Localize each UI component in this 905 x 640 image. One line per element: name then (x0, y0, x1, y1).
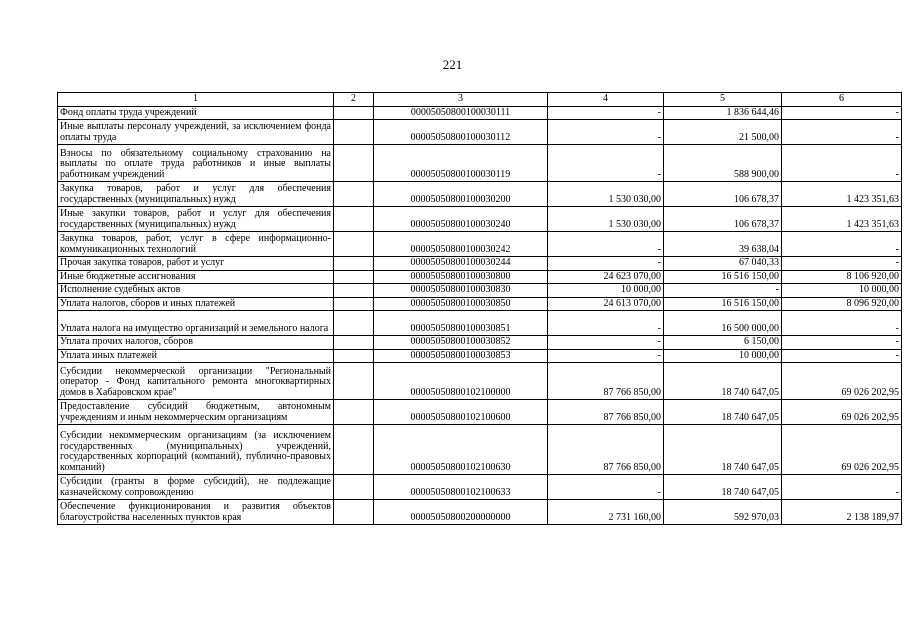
row-col2-cell (334, 207, 374, 232)
row-name-cell: Субсидии некоммерческим организациям (за исключением государственных (муниципальных) учреждений, государственных корпораций (компаний), публично-правовых компаний) (58, 425, 334, 475)
column-header: 1 (58, 93, 334, 107)
row-remaining-cell: - (782, 120, 902, 145)
table-row (58, 120, 902, 145)
row-executed-cell: 16 500 000,00 (664, 311, 782, 336)
row-approved-cell: 1 530 030,00 (548, 182, 664, 207)
row-name-cell: Обеспечение функционирования и развития объектов благоустройства населенных пунктов края (58, 500, 334, 525)
row-approved-cell: - (548, 311, 664, 336)
row-approved-cell: - (548, 120, 664, 145)
table-row (58, 475, 902, 500)
row-name-cell: Уплата иных платежей (58, 349, 334, 363)
table-row (58, 207, 902, 232)
row-executed-cell: 18 740 647,05 (664, 363, 782, 400)
row-code-cell: 00005050800100030240 (374, 207, 548, 232)
table-row (58, 232, 902, 257)
row-executed-cell: 106 678,37 (664, 182, 782, 207)
table-header-row (58, 93, 902, 107)
row-name-cell: Уплата прочих налогов, сборов (58, 336, 334, 350)
row-approved-cell: 2 731 160,00 (548, 500, 664, 525)
row-remaining-cell: - (782, 106, 902, 120)
row-remaining-cell: 2 138 189,97 (782, 500, 902, 525)
row-name-cell: Иные бюджетные ассигнования (58, 270, 334, 284)
row-code-cell: 00005050800100030830 (374, 284, 548, 298)
row-remaining-cell: 69 026 202,95 (782, 425, 902, 475)
row-remaining-cell: 69 026 202,95 (782, 363, 902, 400)
row-approved-cell: - (548, 349, 664, 363)
row-code-cell: 00005050800100030111 (374, 106, 548, 120)
row-code-cell: 00005050800100030851 (374, 311, 548, 336)
row-approved-cell: - (548, 106, 664, 120)
table-row (58, 349, 902, 363)
row-approved-cell: 1 530 030,00 (548, 207, 664, 232)
row-code-cell: 00005050800100030850 (374, 297, 548, 311)
row-col2-cell (334, 120, 374, 145)
table-row (58, 182, 902, 207)
row-col2-cell (334, 336, 374, 350)
row-col2-cell (334, 500, 374, 525)
row-col2-cell (334, 475, 374, 500)
row-remaining-cell: 1 423 351,63 (782, 182, 902, 207)
row-executed-cell: 18 740 647,05 (664, 400, 782, 425)
row-col2-cell (334, 257, 374, 271)
row-col2-cell (334, 400, 374, 425)
row-code-cell: 00005050800100030242 (374, 232, 548, 257)
row-approved-cell: 87 766 850,00 (548, 363, 664, 400)
row-executed-cell: 6 150,00 (664, 336, 782, 350)
row-col2-cell (334, 311, 374, 336)
row-code-cell: 00005050800102100600 (374, 400, 548, 425)
row-col2-cell (334, 106, 374, 120)
row-remaining-cell: 8 096 920,00 (782, 297, 902, 311)
row-approved-cell: - (548, 257, 664, 271)
row-executed-cell: 18 740 647,05 (664, 475, 782, 500)
budget-table (57, 92, 902, 525)
row-name-cell: Закупка товаров, работ, услуг в сфере информационно-коммуникационных технологий (58, 232, 334, 257)
row-code-cell: 00005050800100030112 (374, 120, 548, 145)
row-col2-cell (334, 349, 374, 363)
table-row (58, 257, 902, 271)
row-name-cell: Исполнение судебных актов (58, 284, 334, 298)
row-code-cell: 00005050800100030800 (374, 270, 548, 284)
row-remaining-cell: - (782, 349, 902, 363)
row-approved-cell: 10 000,00 (548, 284, 664, 298)
row-approved-cell: 24 613 070,00 (548, 297, 664, 311)
row-code-cell: 00005050800100030200 (374, 182, 548, 207)
row-approved-cell: - (548, 145, 664, 182)
row-name-cell: Прочая закупка товаров, работ и услуг (58, 257, 334, 271)
table-row (58, 297, 902, 311)
row-executed-cell: 16 516 150,00 (664, 270, 782, 284)
row-remaining-cell: 8 106 920,00 (782, 270, 902, 284)
page-number: 221 (442, 57, 463, 72)
row-approved-cell: 24 623 070,00 (548, 270, 664, 284)
table-row (58, 336, 902, 350)
row-name-cell: Иные закупки товаров, работ и услуг для обеспечения государственных (муниципальных) нужд (58, 207, 334, 232)
row-executed-cell: 18 740 647,05 (664, 425, 782, 475)
row-code-cell: 00005050800100030119 (374, 145, 548, 182)
row-executed-cell: 588 900,00 (664, 145, 782, 182)
row-name-cell: Субсидии некоммерческой организации "Региональный оператор - Фонд капитального ремонта многоквартирных домов в Хабаровском крае" (58, 363, 334, 400)
row-name-cell: Взносы по обязательному социальному страхованию на выплаты по оплате труда работников и иные выплаты работникам учреждений (58, 145, 334, 182)
row-col2-cell (334, 363, 374, 400)
row-approved-cell: - (548, 232, 664, 257)
row-executed-cell: 106 678,37 (664, 207, 782, 232)
column-header: 4 (548, 93, 664, 107)
row-col2-cell (334, 297, 374, 311)
row-executed-cell: - (664, 284, 782, 298)
table-row (58, 284, 902, 298)
row-approved-cell: - (548, 475, 664, 500)
row-name-cell: Закупка товаров, работ и услуг для обеспечения государственных (муниципальных) нужд (58, 182, 334, 207)
row-approved-cell: 87 766 850,00 (548, 425, 664, 475)
row-remaining-cell: 10 000,00 (782, 284, 902, 298)
table-row (58, 363, 902, 400)
row-executed-cell: 67 040,33 (664, 257, 782, 271)
row-executed-cell: 10 000,00 (664, 349, 782, 363)
table-row (58, 500, 902, 525)
row-code-cell: 00005050800102100000 (374, 363, 548, 400)
row-name-cell: Уплата налога на имущество организаций и земельного налога (58, 311, 334, 336)
row-name-cell: Фонд оплаты труда учреждений (58, 106, 334, 120)
column-header: 2 (334, 93, 374, 107)
row-name-cell: Иные выплаты персоналу учреждений, за исключением фонда оплаты труда (58, 120, 334, 145)
column-header: 6 (782, 93, 902, 107)
row-code-cell: 00005050800100030853 (374, 349, 548, 363)
row-name-cell: Предоставление субсидий бюджетным, автономным учреждениям и иным некоммерческим организациям (58, 400, 334, 425)
row-col2-cell (334, 182, 374, 207)
row-approved-cell: 87 766 850,00 (548, 400, 664, 425)
row-remaining-cell: - (782, 232, 902, 257)
row-remaining-cell: - (782, 336, 902, 350)
row-col2-cell (334, 145, 374, 182)
table-row (58, 425, 902, 475)
row-remaining-cell: - (782, 257, 902, 271)
row-code-cell: 00005050800100030852 (374, 336, 548, 350)
row-approved-cell: - (548, 336, 664, 350)
row-remaining-cell: - (782, 311, 902, 336)
row-code-cell: 00005050800102100630 (374, 425, 548, 475)
row-col2-cell (334, 270, 374, 284)
row-col2-cell (334, 284, 374, 298)
row-remaining-cell: 69 026 202,95 (782, 400, 902, 425)
row-code-cell: 00005050800102100633 (374, 475, 548, 500)
column-header: 5 (664, 93, 782, 107)
row-remaining-cell: 1 423 351,63 (782, 207, 902, 232)
table-row (58, 400, 902, 425)
row-executed-cell: 16 516 150,00 (664, 297, 782, 311)
row-code-cell: 00005050800100030244 (374, 257, 548, 271)
row-code-cell: 00005050800200000000 (374, 500, 548, 525)
row-col2-cell (334, 425, 374, 475)
row-executed-cell: 1 836 644,46 (664, 106, 782, 120)
table-row (58, 145, 902, 182)
table-row (58, 311, 902, 336)
row-name-cell: Уплата налогов, сборов и иных платежей (58, 297, 334, 311)
row-remaining-cell: - (782, 145, 902, 182)
row-executed-cell: 39 638,04 (664, 232, 782, 257)
row-remaining-cell: - (782, 475, 902, 500)
row-name-cell: Субсидии (гранты в форме субсидий), не подлежащие казначейскому сопровождению (58, 475, 334, 500)
row-executed-cell: 21 500,00 (664, 120, 782, 145)
table-row (58, 270, 902, 284)
row-executed-cell: 592 970,03 (664, 500, 782, 525)
table-row (58, 106, 902, 120)
column-header: 3 (374, 93, 548, 107)
row-col2-cell (334, 232, 374, 257)
